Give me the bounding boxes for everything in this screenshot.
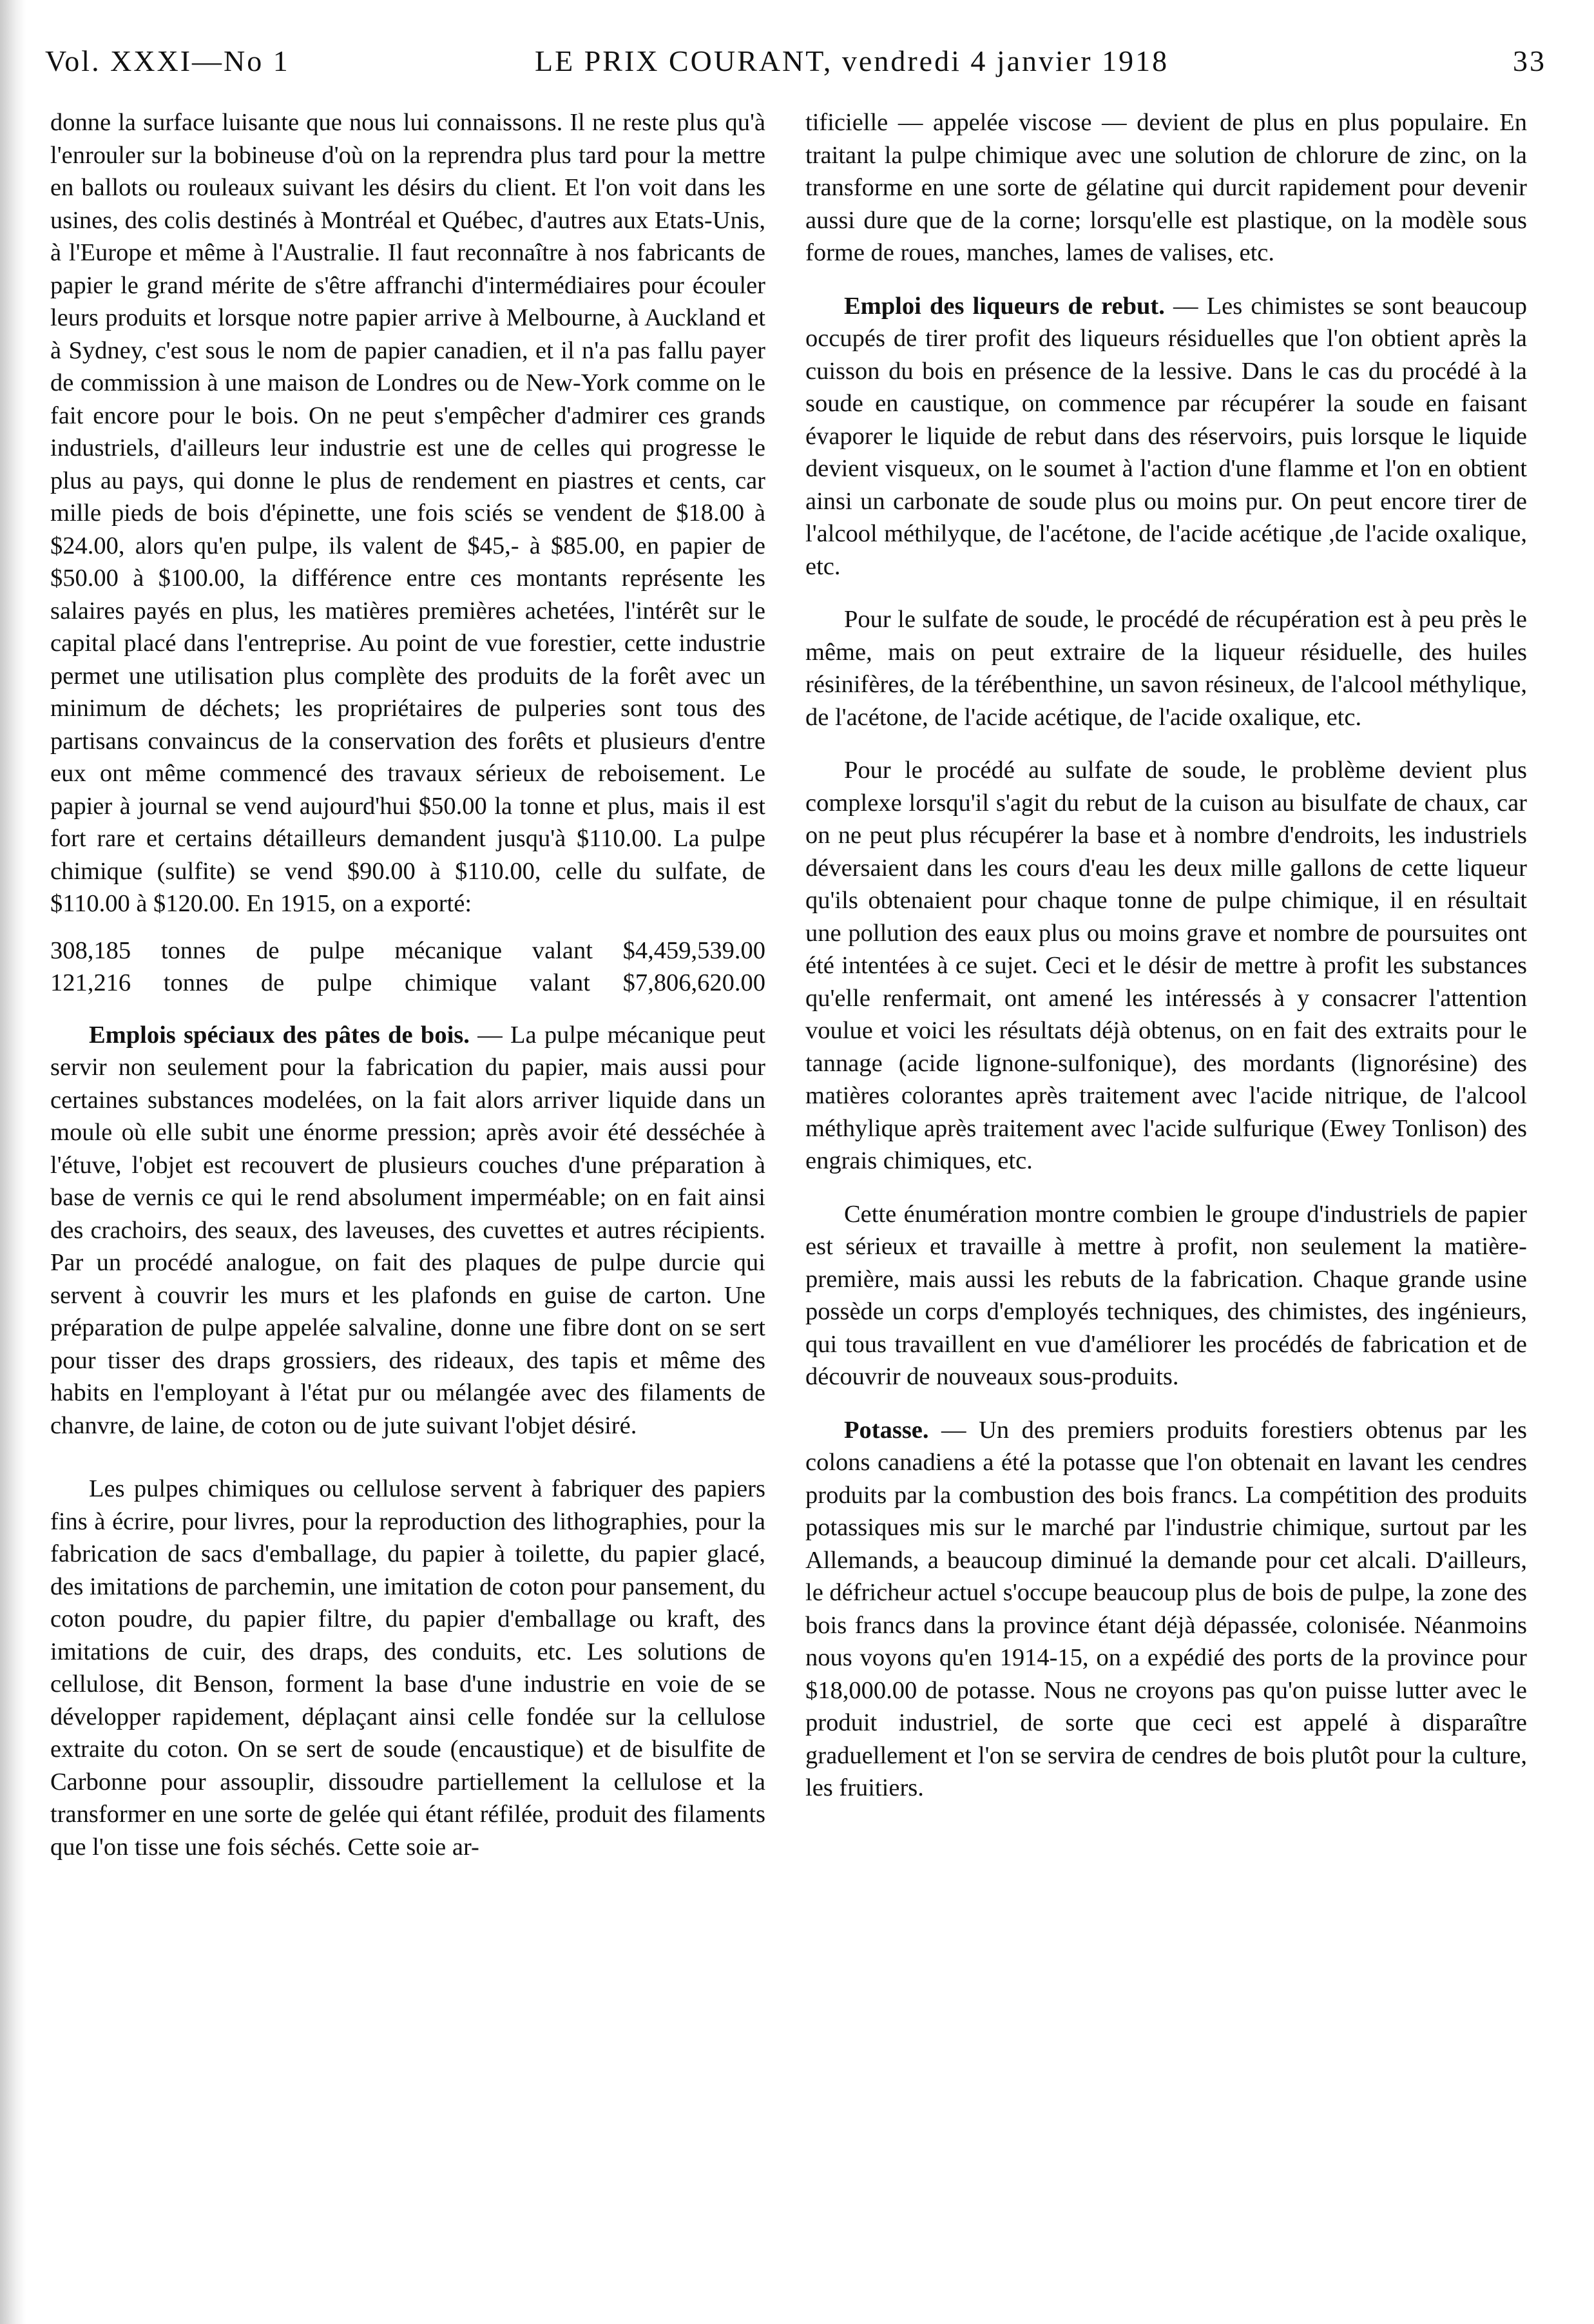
paragraph-sulfate-recovery: Pour le sulfate de soude, le procédé de récupération est à peu près le même, mais on peut extraire de la liqueur résiduelle, des huiles résinifères, de la térébenthine, un savon résineux, de l'alcool méthylique, de l'acétone, de l'acide acétique, de l'acide oxalique, etc.	[805, 606, 1527, 731]
paragraph-special-uses-body: — La pulpe mécanique peut servir non seulement pour la fabrication du papier, mais aussi pour certaines substances modelées, on la fait alors arriver liquide dans un moule où elle subit une énorme pression; après avoir été desséchée à l'étuve, l'objet est recouvert de plusieurs couches d'une préparation à base de vernis ce qui le rend absolument imperméable; on en fait ainsi des crachoirs, des seaux, des laveuses, des cuvettes et autres récipients. Par un procédé analogue, on fait des plaques de pulpe durcie qui servent à couvrir les murs et les plafonds en guise de carton. Une préparation de pulpe appelée salvaline, donne une fibre dont on se sert pour tisser des draps grossiers, des rideaux, des tapis et même des habits en l'employant à l'état pur ou mélangée avec des filaments de chanvre, de laine, de coton ou de jute suivant l'objet désiré.	[50, 1021, 765, 1439]
export-statistics	[50, 934, 765, 1000]
paragraph-potash	[805, 1414, 1527, 1805]
section-heading-waste-liquors: Emploi des liqueurs de rebut.	[844, 292, 1165, 320]
scan-edge-shadow	[0, 0, 26, 2324]
paragraph-bisulfite-waste: Pour le procédé au sulfate de soude, le problème devient plus complexe lorsqu'il s'agit du rebut de la cuison au bisulfate de chaux, car on ne peut plus récupérer la base et à nombre d'endroits, les industriels déversaient dans les cours d'eau les deux mille gallons de cette liqueur qu'ils obtenaient pour chaque tonne de pulpe chimique, il en résultait une pollution des eaux plus ou moins grave et nombre de poursuites ont été intentées à ce sujet. Ceci et le désir de mettre à profit les substances qu'elle renfermait, ont amené les intéressés à y consacrer l'attention voulue et voici les résultats déjà obtenus, on en fait des extraits pour le tannage (acide lignone-sulfonique), des mordants (lignorésine) des matières colorantes après traitement avec l'acide nitrique, de l'alcool méthylique après traitement avec l'acide sulfurique (Ewey Tonlison) des engrais chimiques, etc.	[805, 757, 1527, 1174]
stat-mechanical-pulp: 308,185 tonnes de pulpe mécanique valant $4,459,539.00	[50, 936, 765, 964]
paragraph-chemical-pulps: Les pulpes chimiques ou cellulose servent à fabriquer des papiers fins à écrire, pour livres, pour la reproduction des lithographies, pour la fabrication de sacs d'emballage, du papier à toilette, du papier glacé, des imitations de parchemin, une imitation de coton pour pansement, du coton poudre, du papier filtre, du papier d'emballage ou kraft, des imitations de cuir, des draps, des conduits, etc. Les solutions de cellulose, dit Benson, forment la base d'une industrie en voie de se développer rapidement, déplaçant ainsi celle fondée sur la cellulose extraite du coton. On se sert de soude (encaustique) et de bisulfite de Carbonne pour assouplir, dissoudre partiellement la cellulose et la transformer en une sorte de gelée qui étant réfilée, produit des filaments que l'on tisse une fois séchés. Cette soie ar-	[50, 1475, 765, 1861]
left-column	[50, 106, 765, 1863]
publication-title-date: LE PRIX COURANT, vendredi 4 janvier 1918	[535, 44, 1169, 77]
stat-chemical-pulp: 121,216 tonnes de pulpe chimique valant $7,806,620.00	[50, 969, 765, 996]
right-column	[805, 106, 1527, 1805]
paragraph-potash-body: — Un des premiers produits forestiers obtenus par les colons canadiens a été la potasse que l'on obtenait en lavant les cendres produits par la combustion des bois francs. La compétition des produits potassiques mis sur le marché par l'industrie chimique, surtout par les Allemands, a beaucoup diminué la demande pour cet alcali. D'ailleurs, le défricheur actuel s'occupe beaucoup plus de bois de pulpe, la zone des bois francs dans la province étant déjà dépassée, colonisée. Néanmoins nous voyons qu'en 1914-15, on a expédié des ports de la province pour $18,000.00 de potasse. Nous ne croyons pas qu'on puisse lutter avec le produit industriel, de sorte que ceci est appelé à disparaître graduellement et l'on se servira de cendres de bois plutôt pour la culture, les fruitiers.	[805, 1416, 1527, 1801]
paragraph-paper-industry: donne la surface luisante que nous lui connaissons. Il ne reste plus qu'à l'enrouler sur la bobineuse d'où on la reprendra plus tard pour la mettre en ballots ou rouleaux suivant les désirs du client. Et l'on voit dans les usines, des colis destinés à Montréal et Québec, d'autres aux Etats-Unis, à l'Europe et même à l'Australie. Il faut reconnaître à nos fabricants de papier le grand mérite de s'être affranchi d'intermédiaires pour écouler leurs produits et lorsque notre papier arrive à Melbourne, à Auckland et à Sydney, c'est sous le nom de papier canadien, et il n'a pas fallu payer de commission à une maison de Londres ou de New-York comme on le fait encore pour le bois. On ne peut s'empêcher d'admirer ces grands industriels, d'ailleurs leur industrie est une de celles qui progresse le plus au pays, qui donne le plus de rendement en piastres et cents, car mille pieds de bois d'épinette, une fois sciés se vendent de $18.00 à $24.00, alors qu'en pulpe, ils valent de $45,- à $85.00, en papier de $50.00 à $100.00, la différence entre ces montants représente les salaires payés en plus, les matières premières achetées, l'intérêt sur le capital placé dans l'entreprise. Au point de vue forestier, cette industrie permet une utilisation plus complète des produits de la forêt avec un minimum de déchets; les propriétaires de pulperies sont tous des partisans convaincus de la conservation des forêts et plusieurs d'entre eux ont même commencé des travaux sérieux de reboisement. Le papier à journal se vend aujourd'hui $50.00 la tonne et plus, mais il est fort rare et certains détailleurs demandent jusqu'à $110.00. La pulpe chimique (sulfite) se vend $90.00 à $110.00, celle du sulfate, de $110.00 à $120.00. En 1915, on a exporté:	[50, 109, 765, 917]
paragraph-enumeration: Cette énumération montre combien le groupe d'industriels de papier est sérieux et travaille à mettre à profit, non seulement la matière-première, mais aussi les rebuts de la fabrication. Chaque grande usine possède un corps d'employés techniques, des chimistes, des ingénieurs, qui tous travaillent en vue d'améliorer les procédés de fabrication et de découvrir de nouveaux sous-produits.	[805, 1200, 1527, 1390]
paragraph-waste-liquors-body: — Les chimistes se sont beaucoup occupés de tirer profit des liqueurs résiduelles que l'on obtient après la cuisson du bois en présence de la lessive. Dans le cas du procédé à la soude en caustique, on commence par récupérer la soude en faisant évaporer le liquide de rebut dans des réservoirs, puis lorsque le liquide devient visqueux, on le soumet à l'action d'une flamme et l'on en obtient ainsi un carbonate de soude plus ou moins pur. On peut encore tirer de l'alcool méthilyque, de l'acétone, de l'acide acétique ,de l'acide oxalique, etc.	[805, 292, 1528, 580]
section-heading-potash: Potasse.	[844, 1416, 929, 1444]
section-heading-special-uses: Emplois spéciaux des pâtes de bois.	[89, 1021, 470, 1049]
paragraph-special-uses	[50, 1019, 765, 1442]
paragraph-waste-liquors	[805, 290, 1527, 583]
page-number: 33	[1513, 44, 1546, 77]
page-header	[45, 44, 1546, 89]
volume-number: Vol. XXXI—No 1	[45, 44, 290, 77]
paragraph-viscose: tificielle — appelée viscose — devient de plus en plus populaire. En traitant la pulpe chimique avec une solution de chlorure de zinc, on la transforme en une sorte de gélatine qui durcit rapidement pour devenir aussi dure que de la corne; lorsqu'elle est plastique, on la modèle sous forme de roues, manches, lames de valises, etc.	[805, 109, 1527, 266]
